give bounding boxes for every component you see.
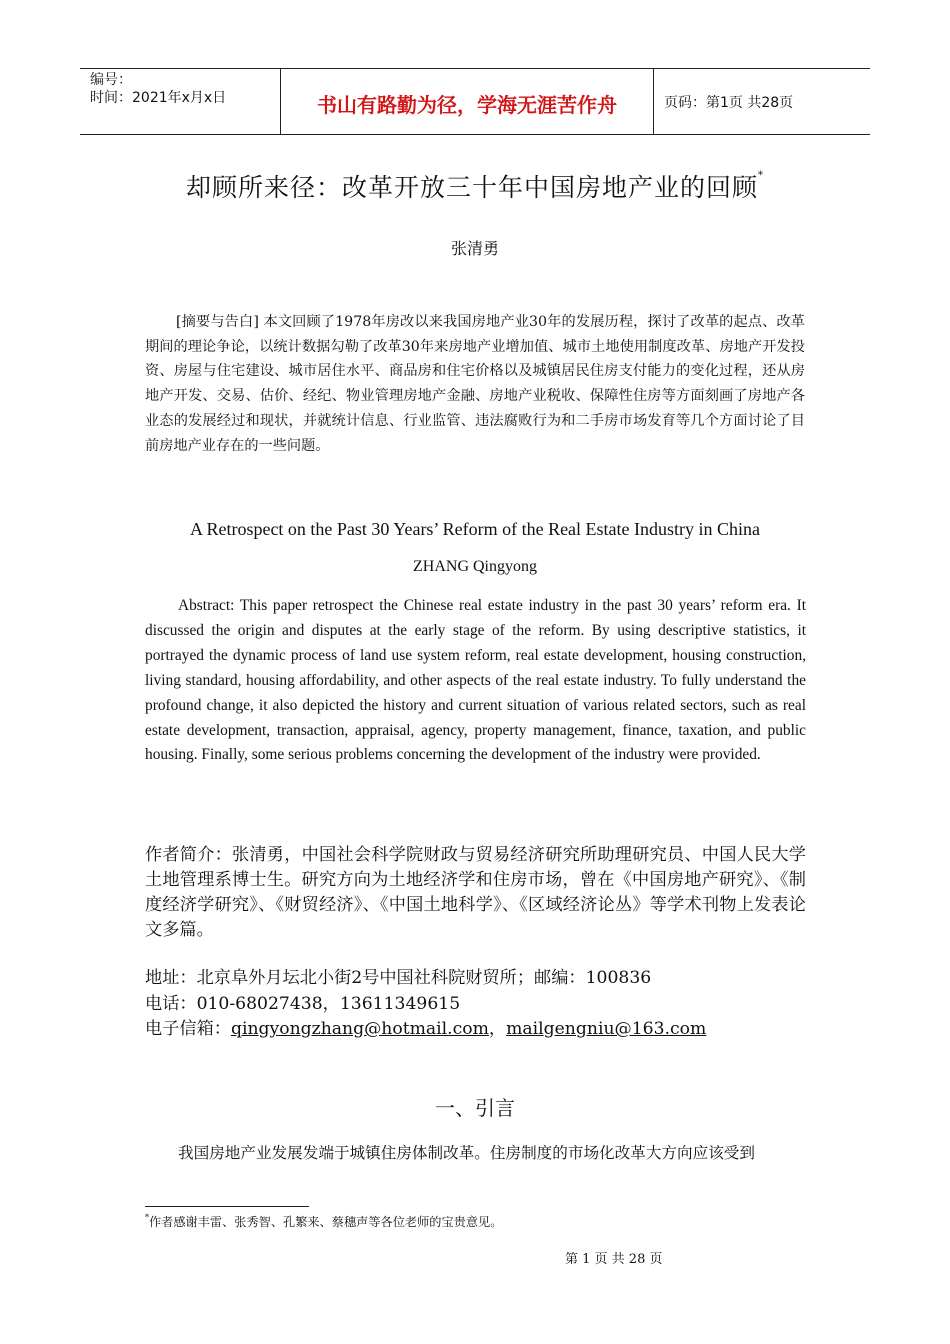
email-link-2[interactable]: mailgengniu@163.com [506, 1019, 707, 1039]
email-separator: ， [488, 1019, 507, 1039]
contact-info [145, 966, 806, 1043]
serial-label: 编号： [90, 72, 132, 88]
footnote-mark: * [145, 1213, 149, 1222]
intro-paragraph: 我国房地产业发展发端于城镇住房体制改革。住房制度的市场化改革大方向应该受到 [178, 1144, 755, 1162]
page-number: 第 1 页 共 28 页 [565, 1252, 663, 1267]
header-motto: 书山有路勤为径，学海无涯苦作舟 [281, 69, 654, 134]
author-cn: 张清勇 [450, 239, 499, 258]
contact-email-line [145, 1017, 806, 1043]
author-bio: 作者简介：张清勇，中国社会科学院财政与贸易经济研究所助理研究员、中国人民大学土地管理系博士生。研究方向为土地经济学和住房市场，曾在《中国房地产研究》、《制度经济学研究》、《财贸经济》、《中国土地科学》、《区域经济论丛》等学术刊物上发表论文多篇。 [145, 845, 806, 940]
contact-address: 地址：北京阜外月坛北小街2号中国社科院财贸所；邮编：100836 [145, 968, 652, 988]
author-en: ZHANG Qingyong [413, 558, 537, 575]
title-en: A Retrospect on the Past 30 Years’ Reform of the Real Estate Industry in China [189, 519, 761, 539]
paper-title [0, 168, 950, 204]
footnote-divider [145, 1206, 309, 1207]
title-footnote-mark: * [758, 170, 764, 181]
abstract-cn: [摘要与告白] 本文回顾了1978年房改以来我国房地产业30年的发展历程，探讨了改革的起点、改革期间的理论争论，以统计数据勾勒了改革30年来房地产业增加值、城市土地使用制度改革、房地产开发投资、房屋与住宅建设、城市居住水平、商品房和住宅价格以及城镇居民住房支付能力的变化过程，还从房地产开发、交易、估价、经纪、物业管理房地产金融、房地产业税收、保障性住房等方面刻画了房地产各业态的发展经过和现状，并就统计信息、行业监管、违法腐败行为和二手房市场发育等几个方面讨论了目前房地产业存在的一些问题。 [145, 314, 805, 454]
contact-phone: 电话：010-68027438，13611349615 [145, 993, 461, 1014]
title-text: 却顾所来径：改革开放三十年中国房地产业的回顾 [185, 173, 758, 202]
email-label: 电子信箱： [145, 1019, 231, 1039]
footnote-text: 作者感谢丰雷、张秀智、孔繁来、蔡穗声等各位老师的宝贵意见。 [149, 1215, 503, 1229]
date-label: 时间：2021年x月x日 [90, 90, 227, 106]
footnote [145, 1213, 502, 1230]
header-left-cell [80, 69, 281, 134]
page-header [80, 68, 870, 135]
email-link-1[interactable]: qingyongzhang@hotmail.com [230, 1019, 489, 1039]
abstract-en: Abstract: This paper retrospect the Chinese real estate industry in the past 30 years’ reform era. It discussed the origin and disputes at the early stage of the reform. By using descriptive statistics, it portrayed the dynamic process of land use system reform, real estate development, housing construction, living standard, housing affordability, and other aspects of the real estate industry. To fully understand the profound change, it also depicted the history and current situation of various related sectors, such as real estate development, transaction, appraisal, agency, property management, finance, taxation, and public housing. Finally, some serious problems concerning the development of the industry were provided. [145, 597, 806, 764]
section-heading: 一、引言 [435, 1096, 515, 1120]
header-page-info: 页码：第1页 共28页 [664, 94, 794, 111]
